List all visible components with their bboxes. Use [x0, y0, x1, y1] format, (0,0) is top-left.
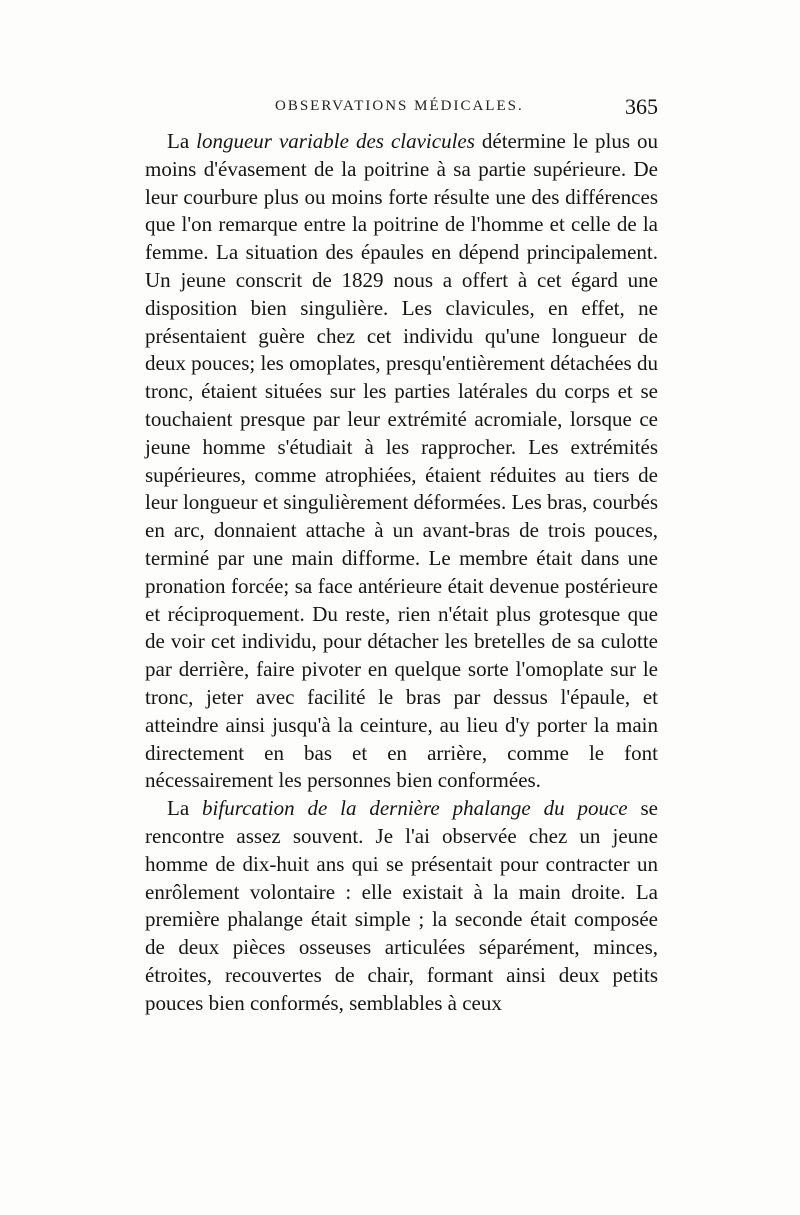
- italic-term: longueur variable des clavicules: [196, 129, 475, 153]
- running-head: [145, 96, 658, 122]
- body-text: [145, 128, 658, 1018]
- paragraph-text: se rencontre assez souvent. Je l'ai observée chez un jeune homme de dix-huit ans qui se présentait pour contracter un enrôlement volontaire : elle existait à la main droite. La première phalange était simple ; la seconde était composée de deux pièces osseuses articulées séparément, minces, étroites, recouvertes de chair, formant ainsi deux petits pouces bien conformés, semblables à ceux: [145, 796, 658, 1015]
- page-number: 365: [625, 94, 658, 119]
- paragraph-bifurcation: [145, 795, 658, 1017]
- italic-term: bifurcation de la dernière phalange du pouce: [202, 796, 628, 821]
- paragraph-lead: La: [167, 129, 197, 153]
- paragraph-text: détermine le plus ou moins d'évasement de la poitrine à sa partie supérieure. De leur courbure plus ou moins forte résulte une des différences que l'on remarque entre la poitrine de l'homme et celle de la femme. La situation des épaules en dépend principalement. Un jeune conscrit de 1829 nous a offert à cet égard une disposition bien singulière. Les clavicules, en effet, ne présentaient guère chez cet individu qu'une longueur de deux pouces; les omoplates, presqu'entièrement détachées du tronc, étaient situées sur les parties latérales du corps et se touchaient presque par leur extrémité acromiale, lorsque ce jeune homme s'étudiait à les rapprocher. Les extrémités supérieures, comme atrophiées, étaient réduites au tiers de leur longueur et singulièrement déformées. Les bras, courbés en arc, donnaient attache à un avant-bras de trois pouces, terminé par une main difforme. Le membre était dans une pronation forcée; sa face antérieure était devenue postérieure et réciproquement. Du reste, rien n'était plus grotesque que de voir cet individu, pour détacher les bretelles de sa culotte par derrière, faire pivoter en quelque sorte l'omoplate sur le tronc, jeter avec facilité le bras par dessus l'épaule, et atteindre ainsi jusqu'à la ceinture, au lieu d'y porter la main directement en bas et en arrière, comme le font nécessairement les personnes bien conformées.: [145, 129, 659, 793]
- running-title: OBSERVATIONS MÉDICALES.: [275, 98, 524, 114]
- paragraph-lead: La: [167, 796, 203, 821]
- paragraph-clavicules: [145, 128, 658, 795]
